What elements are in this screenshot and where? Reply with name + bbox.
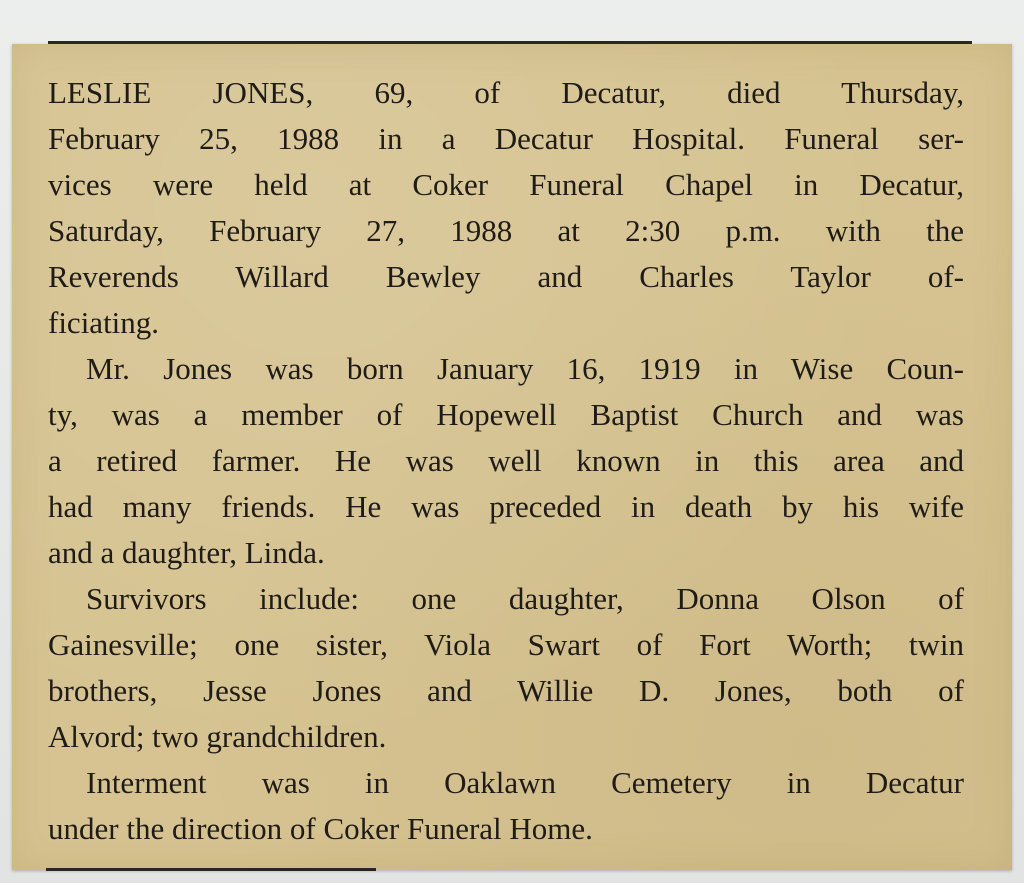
text-line: Interment was in Oaklawn Cemetery in Decatur bbox=[86, 765, 964, 800]
text-line: had many friends. He was preceded in death by his wife bbox=[48, 489, 964, 524]
text-line: Saturday, February 27, 1988 at 2:30 p.m. with the bbox=[48, 213, 964, 248]
paragraph-1 bbox=[48, 70, 964, 346]
text-line: Mr. Jones was born January 16, 1919 in Wise Coun- bbox=[86, 351, 964, 386]
text-line: Gainesville; one sister, Viola Swart of Fort Worth; twin bbox=[48, 627, 964, 662]
text-line: brothers, Jesse Jones and Willie D. Jones, both of bbox=[48, 673, 964, 708]
paragraph-3 bbox=[48, 576, 964, 760]
text-line: and a daughter, Linda. bbox=[48, 535, 325, 570]
text-line: Survivors include: one daughter, Donna Olson of bbox=[86, 581, 964, 616]
paragraph-4 bbox=[48, 760, 964, 852]
text-line: vices were held at Coker Funeral Chapel in Decatur, bbox=[48, 167, 964, 202]
obituary-article bbox=[48, 70, 964, 852]
paragraph-2 bbox=[48, 346, 964, 576]
text-line: a retired farmer. He was well known in this area and bbox=[48, 443, 964, 478]
text-line: ficiating. bbox=[48, 305, 160, 340]
top-rule bbox=[48, 41, 972, 44]
text-line: Reverends Willard Bewley and Charles Taylor of- bbox=[48, 259, 964, 294]
text-line: Alvord; two grandchildren. bbox=[48, 719, 387, 754]
text-line: ty, was a member of Hopewell Baptist Church and was bbox=[48, 397, 964, 432]
text-line: February 25, 1988 in a Decatur Hospital. Funeral ser- bbox=[48, 121, 964, 156]
text-line: under the direction of Coker Funeral Home. bbox=[48, 811, 593, 846]
newspaper-clipping bbox=[12, 44, 1012, 870]
bottom-rule bbox=[46, 868, 376, 871]
text-line: LESLIE JONES, 69, of Decatur, died Thursday, bbox=[48, 75, 964, 110]
